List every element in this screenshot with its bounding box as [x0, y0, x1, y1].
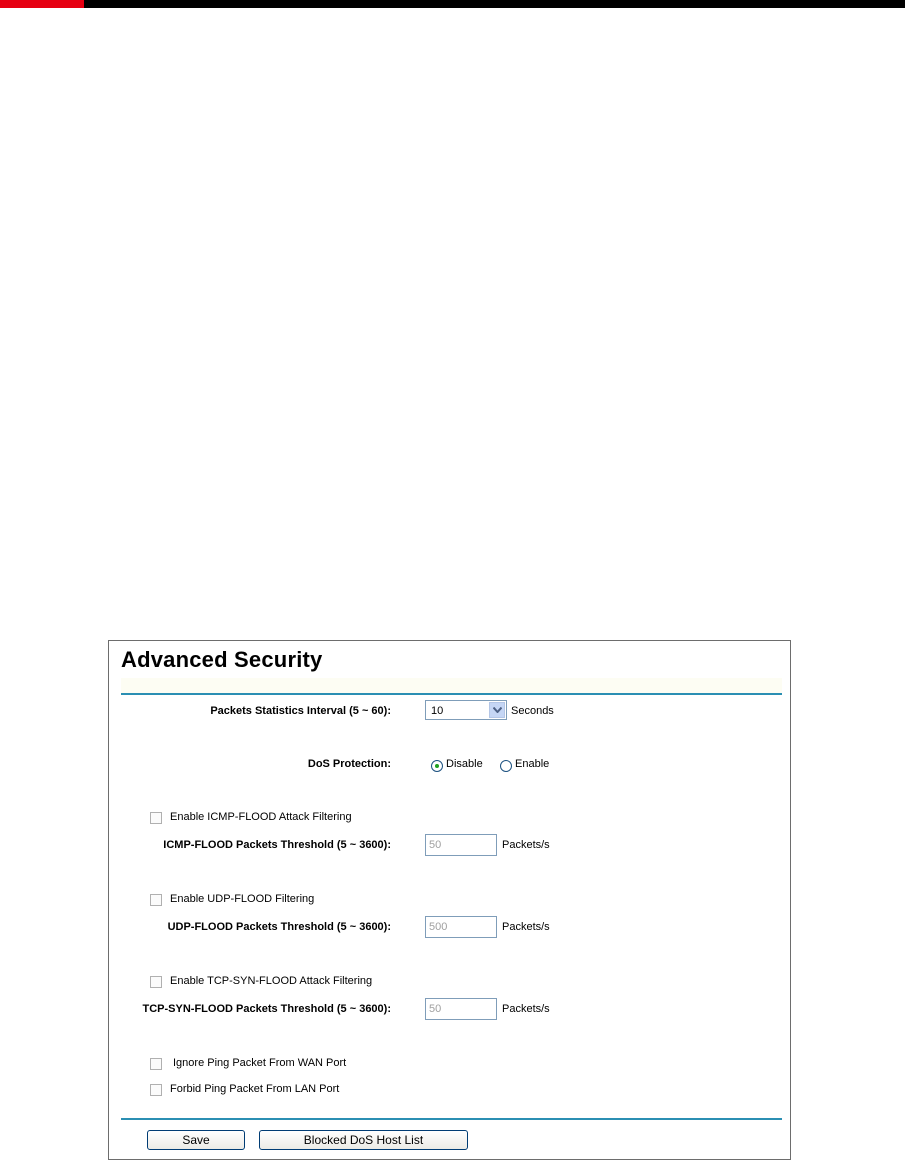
forbid-lan-ping-label: Forbid Ping Packet From LAN Port [170, 1083, 340, 1095]
ignore-wan-ping-checkbox[interactable] [150, 1058, 162, 1070]
icmp-threshold-unit: Packets/s [502, 839, 550, 851]
interval-label: Packets Statistics Interval (5 ~ 60): [210, 705, 391, 717]
interval-unit: Seconds [511, 705, 554, 717]
save-button[interactable]: Save [147, 1130, 245, 1150]
icmp-threshold-label: ICMP-FLOOD Packets Threshold (5 ~ 3600): [163, 839, 391, 851]
udp-threshold-unit: Packets/s [502, 921, 550, 933]
page-title: Advanced Security [121, 647, 323, 672]
udp-flood-checkbox-label: Enable UDP-FLOOD Filtering [170, 893, 315, 905]
udp-flood-checkbox[interactable] [150, 894, 162, 906]
tcp-syn-flood-checkbox[interactable] [150, 976, 162, 988]
udp-threshold-label: UDP-FLOOD Packets Threshold (5 ~ 3600): [167, 921, 391, 933]
forbid-lan-ping-checkbox[interactable] [150, 1084, 162, 1096]
udp-threshold-input[interactable] [425, 916, 497, 938]
tcp-syn-threshold-label: TCP-SYN-FLOOD Packets Threshold (5 ~ 3600): [142, 1003, 391, 1015]
advanced-security-panel [108, 640, 791, 1160]
udp-threshold-value: 500 [429, 921, 448, 933]
interval-value: 10 [431, 705, 444, 717]
dos-protection-label: DoS Protection: [307, 758, 391, 770]
icmp-flood-checkbox[interactable] [150, 812, 162, 824]
dos-disable-label[interactable]: Disable [446, 758, 483, 770]
top-divider [121, 693, 782, 695]
ignore-wan-ping-label: Ignore Ping Packet From WAN Port [173, 1057, 347, 1069]
dos-enable-label[interactable]: Enable [515, 758, 550, 770]
title-band [121, 678, 782, 693]
blocked-dos-host-list-button[interactable]: Blocked DoS Host List [259, 1130, 468, 1150]
bottom-divider [121, 1118, 782, 1120]
brand-accent-bar [0, 0, 84, 8]
tcp-syn-threshold-input[interactable] [425, 998, 497, 1020]
tcp-syn-flood-checkbox-label: Enable TCP-SYN-FLOOD Attack Filtering [170, 975, 373, 987]
icmp-threshold-value: 50 [429, 839, 442, 851]
top-header-bar [0, 0, 905, 8]
tcp-syn-threshold-value: 50 [429, 1003, 442, 1015]
dos-enable-radio[interactable] [500, 760, 512, 772]
icmp-flood-checkbox-label: Enable ICMP-FLOOD Attack Filtering [170, 811, 352, 823]
tcp-syn-threshold-unit: Packets/s [502, 1003, 550, 1015]
icmp-threshold-input[interactable] [425, 834, 497, 856]
dos-disable-radio[interactable] [431, 760, 443, 772]
interval-select[interactable] [425, 700, 507, 720]
chevron-down-icon[interactable] [489, 702, 505, 718]
radio-selected-dot [435, 764, 439, 768]
